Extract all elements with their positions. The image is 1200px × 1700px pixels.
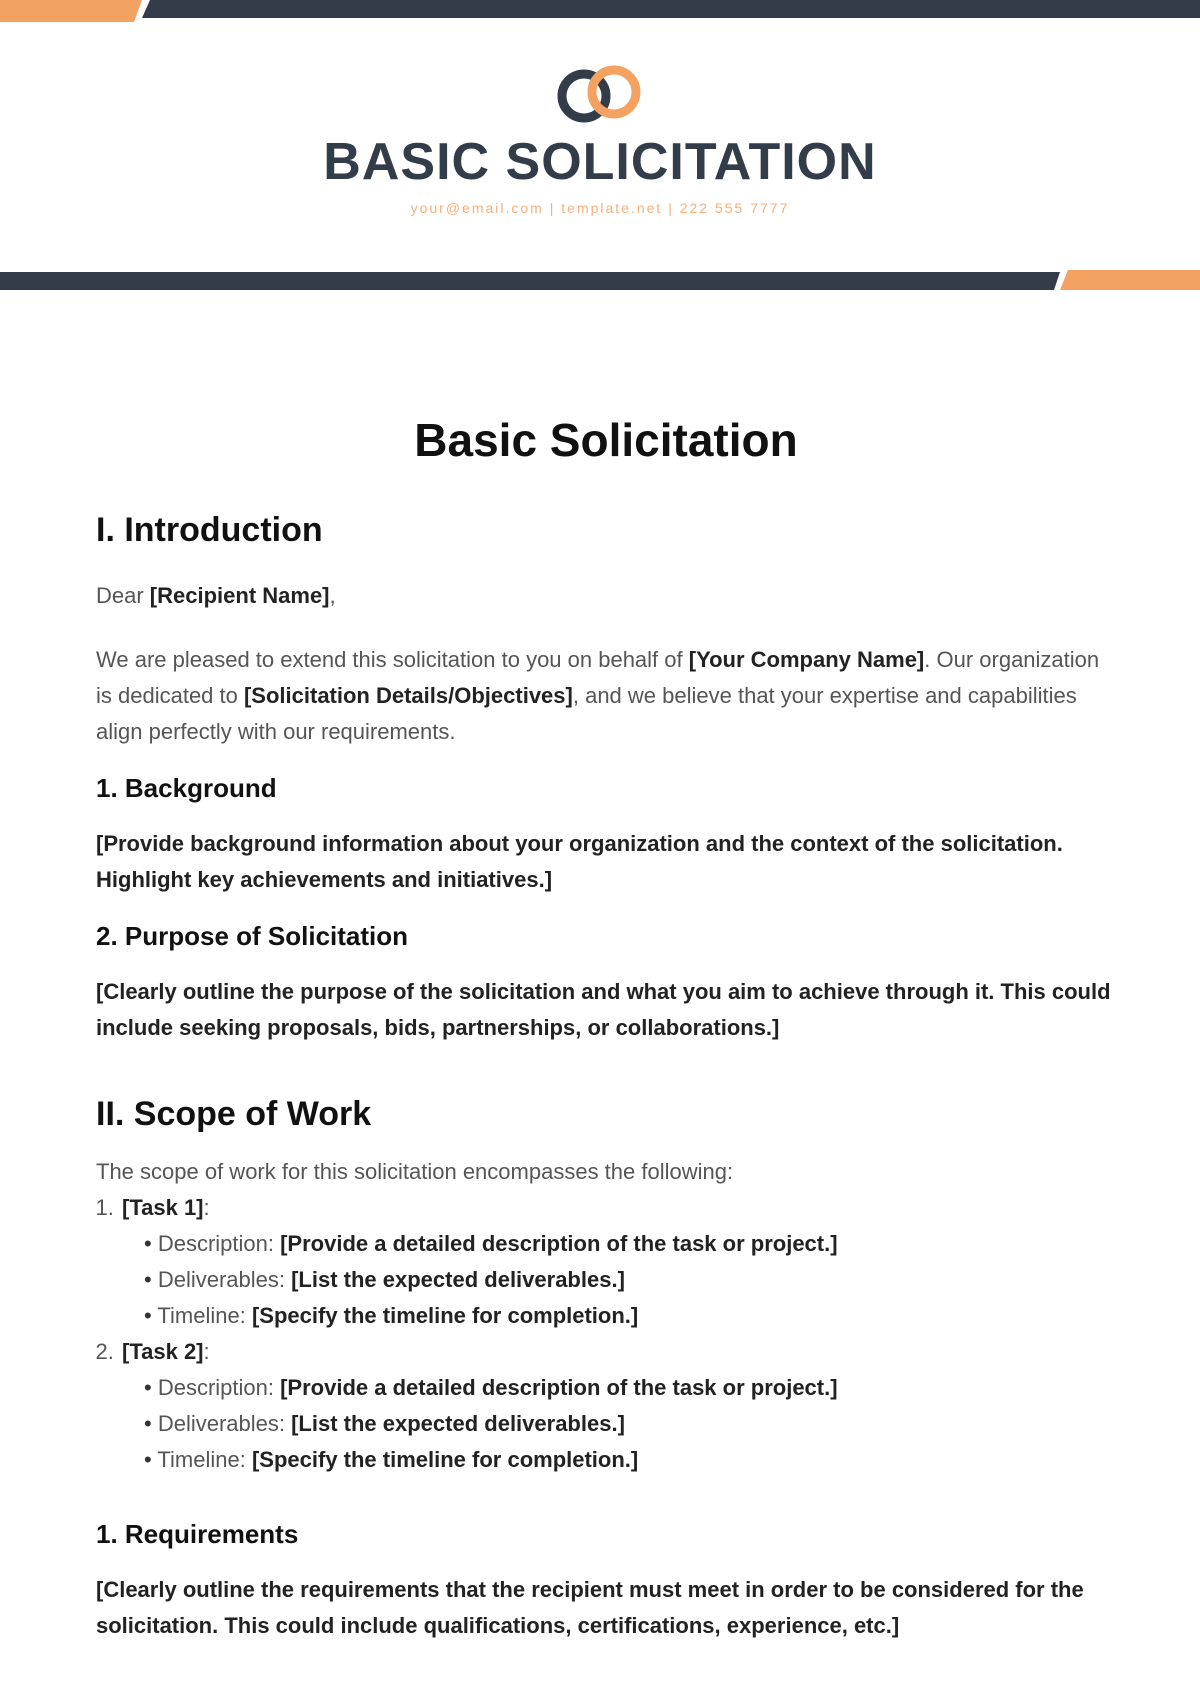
- document-body: [96, 410, 1116, 1666]
- task-detail-timeline: [142, 1442, 1116, 1478]
- task-name: [Task 2]: [122, 1339, 204, 1364]
- company-name-placeholder: [Your Company Name]: [688, 647, 925, 672]
- contact-line: your@email.com | template.net | 222 555 7777: [410, 200, 790, 216]
- detail-value: [Specify the timeline for completion.]: [251, 1447, 639, 1472]
- detail-value: [Provide a detailed description of the task or project.]: [280, 1375, 838, 1400]
- task-detail-deliverables: [142, 1262, 1116, 1298]
- top-band-accent: [0, 0, 142, 22]
- intro-text-b: . Our organization is dedicated to: [96, 647, 1100, 708]
- introduction-heading: I. Introduction: [96, 511, 323, 549]
- salutation-comma: ,: [329, 583, 336, 608]
- purpose-text: [Clearly outline the purpose of the solicitation and what you aim to achieve through it. This could include seeking proposals, bids, partnerships, or collaborations.]: [96, 979, 1111, 1040]
- task-item: [120, 1190, 1116, 1334]
- salutation-dear: Dear: [96, 583, 150, 608]
- task-details: [122, 1226, 1116, 1334]
- background-text: [Provide background information about your organization and the context of the solicitation. Highlight key achievements and initiatives.]: [96, 831, 1063, 892]
- bottom-band-dark: [0, 272, 1060, 290]
- detail-value: [Provide a detailed description of the task or project.]: [280, 1231, 838, 1256]
- detail-label: Deliverables:: [157, 1411, 292, 1436]
- intro-text-a: We are pleased to extend this solicitation to you on behalf of: [96, 647, 689, 672]
- task-list: [96, 1190, 1116, 1478]
- detail-label: Timeline:: [157, 1447, 252, 1472]
- detail-value: [Specify the timeline for completion.]: [251, 1303, 639, 1328]
- scope-intro: The scope of work for this solicitation encompasses the following:: [96, 1159, 734, 1184]
- purpose-heading: 2. Purpose of Solicitation: [96, 921, 409, 951]
- solicitation-details-placeholder: [Solicitation Details/Objectives]: [243, 683, 573, 708]
- detail-label: Timeline:: [157, 1303, 252, 1328]
- task-detail-deliverables: [142, 1406, 1116, 1442]
- intro-text-c: , and we believe that your expertise and capabilities align perfectly with our requirements.: [96, 683, 1077, 744]
- task-colon: :: [203, 1339, 210, 1364]
- task-details: [122, 1370, 1116, 1478]
- recipient-name-placeholder: [Recipient Name]: [149, 583, 330, 608]
- task-detail-description: [142, 1370, 1116, 1406]
- document-title: Basic Solicitation: [414, 414, 798, 466]
- top-band-dark: [142, 0, 1200, 18]
- detail-label: Description:: [157, 1231, 281, 1256]
- salutation: [96, 578, 1116, 614]
- top-decorative-band: [0, 0, 1200, 22]
- brand-title: BASIC SOLICITATION: [323, 133, 877, 191]
- bottom-decorative-band: [0, 270, 1200, 290]
- task-detail-timeline: [142, 1298, 1116, 1334]
- requirements-heading: 1. Requirements: [96, 1519, 299, 1549]
- task-item: [120, 1334, 1116, 1478]
- bottom-band-accent: [1060, 270, 1200, 290]
- requirements-text: [Clearly outline the requirements that the recipient must meet in order to be considered for the solicitation. This could include qualifications, certifications, experience, etc.]: [96, 1577, 1084, 1638]
- detail-value: [List the expected deliverables.]: [291, 1267, 625, 1292]
- detail-label: Deliverables:: [157, 1267, 292, 1292]
- task-colon: :: [203, 1195, 210, 1220]
- task-name: [Task 1]: [122, 1195, 204, 1220]
- introduction-paragraph: [96, 642, 1116, 750]
- background-heading: 1. Background: [96, 773, 277, 803]
- detail-value: [List the expected deliverables.]: [291, 1411, 625, 1436]
- interlocking-rings-logo-icon: [550, 62, 650, 132]
- detail-label: Description:: [157, 1375, 281, 1400]
- task-detail-description: [142, 1226, 1116, 1262]
- scope-of-work-heading: II. Scope of Work: [96, 1095, 372, 1133]
